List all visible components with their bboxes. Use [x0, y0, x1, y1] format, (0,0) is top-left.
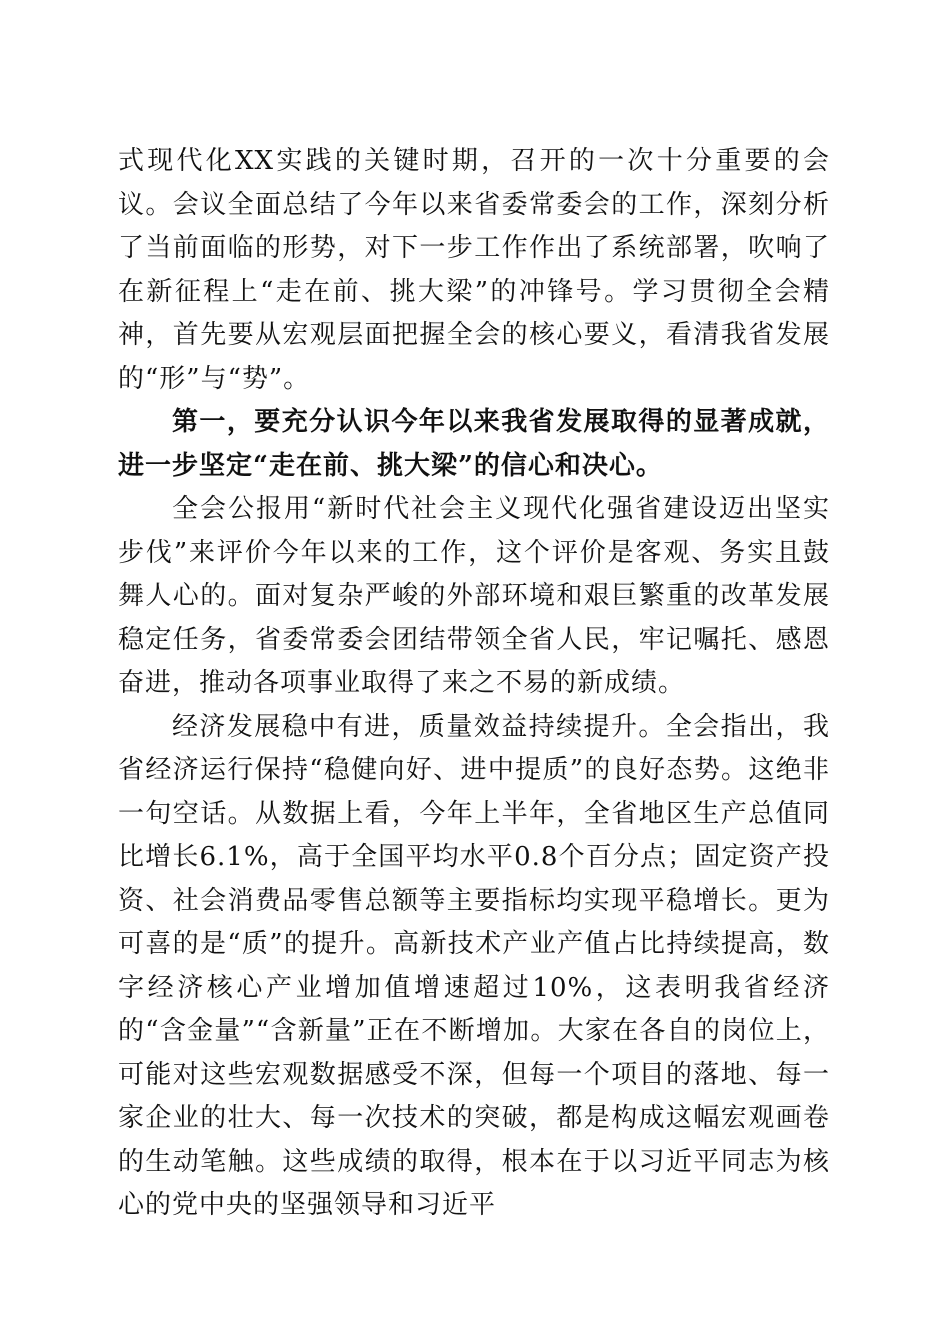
document-page: [118, 140, 830, 1228]
paragraph-continuation: 式现代化XX实践的关键时期，召开的一次十分重要的会议。会议全面总结了今年以来省委常委会的工作，深刻分析了当前面临的形势，对下一步工作作出了系统部署，吹响了在新征程上“走在前、挑大梁”的冲锋号。学习贯彻全会精神，首先要从宏观层面把握全会的核心要义，看清我省发展的“形”与“势”。: [118, 146, 830, 394]
paragraph-communique-evaluation: 全会公报用“新时代社会主义现代化强省建设迈出坚实步伐”来评价今年以来的工作，这个评价是客观、务实且鼓舞人心的。面对复杂严峻的外部环境和艰巨繁重的改革发展稳定任务，省委常委会团结带领全省人民，牢记嘱托、感恩奋进，推动各项事业取得了来之不易的新成绩。: [118, 494, 830, 698]
paragraph-heading-first: 第一，要充分认识今年以来我省发展取得的显著成就，进一步坚定“走在前、挑大梁”的信心和决心。: [118, 407, 830, 481]
paragraph-economic-development: 经济发展稳中有进，质量效益持续提升。全会指出，我省经济运行保持“稳健向好、进中提质”的良好态势。这绝非一句空话。从数据上看，今年上半年，全省地区生产总值同比增长6.1%，高于全国平均水平0.8个百分点；固定资产投资、社会消费品零售总额等主要指标均实现平稳增长。更为可喜的是“质”的提升。高新技术产业产值占比持续提高，数字经济核心产业增加值增速超过10%，这表明我省经济的“含金量”“含新量”正在不断增加。大家在各自的岗位上，可能对这些宏观数据感受不深，但每一个项目的落地、每一家企业的壮大、每一次技术的突破，都是构成这幅宏观画卷的生动笔触。这些成绩的取得，根本在于以习近平同志为核心的党中央的坚强领导和习近平: [118, 711, 830, 1220]
